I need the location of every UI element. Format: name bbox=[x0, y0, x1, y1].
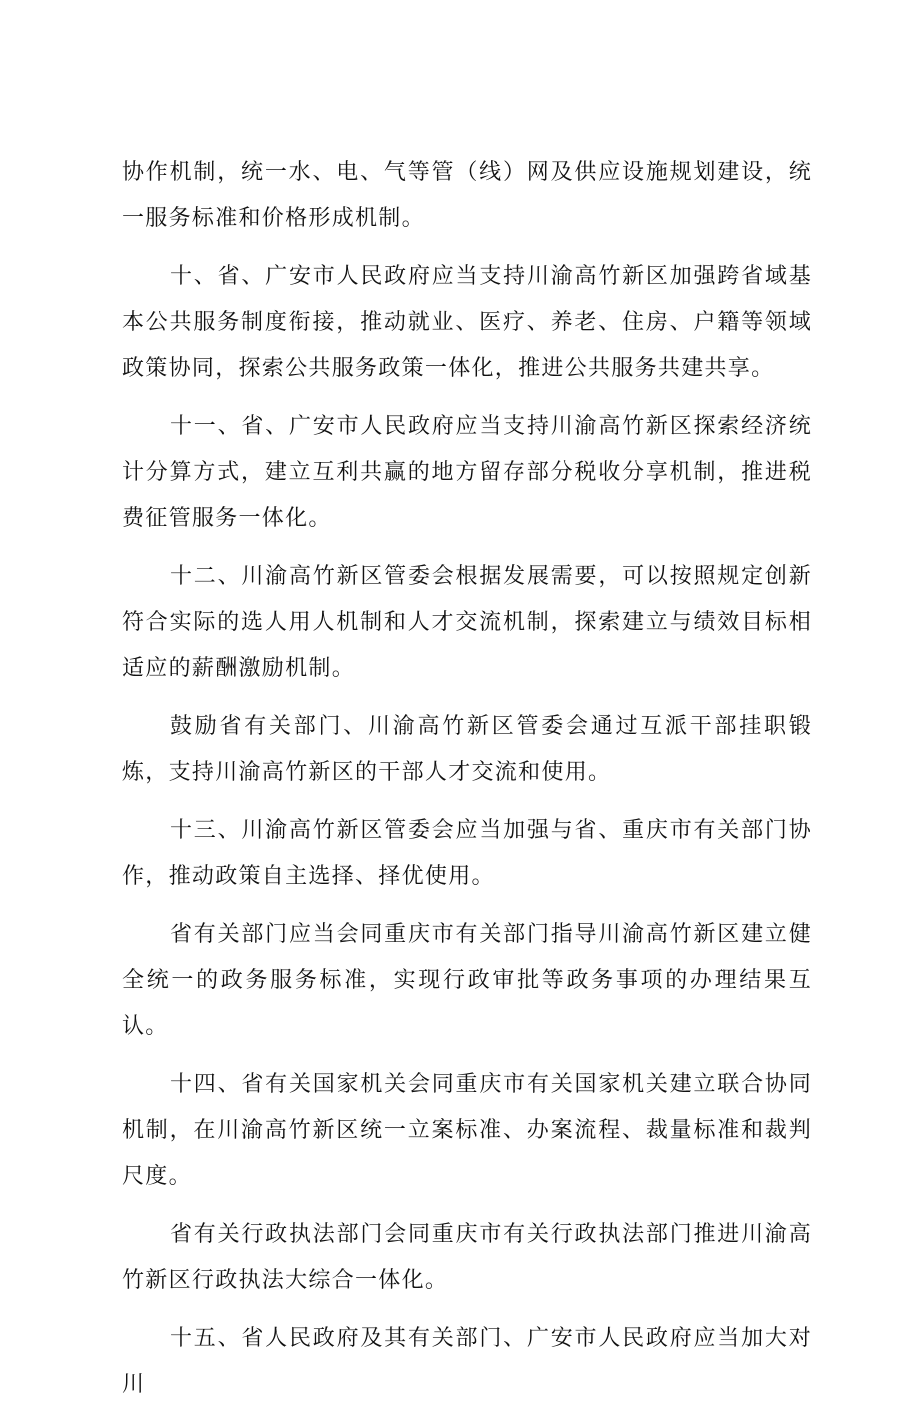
paragraph-article-14-part-2: 省有关行政执法部门会同重庆市有关行政执法部门推进川渝高竹新区行政执法大综合一体化。 bbox=[122, 1222, 812, 1293]
paragraph-article-12: 十二、川渝高竹新区管委会根据发展需要，可以按照规定创新符合实际的选人用人机制和人才交流机制，探索建立与绩效目标相适应的薪酬激励机制。 bbox=[122, 564, 812, 681]
paragraph-continuation: 协作机制，统一水、电、气等管（线）网及供应设施规划建设，统一服务标准和价格形成机制。 bbox=[122, 160, 812, 231]
paragraph-article-13-part-2: 省有关部门应当会同重庆市有关部门指导川渝高竹新区建立健全统一的政务服务标准，实现行政审批等政务事项的办理结果互认。 bbox=[122, 922, 812, 1039]
paragraph-article-13: 十三、川渝高竹新区管委会应当加强与省、重庆市有关部门协作，推动政策自主选择、择优使用。 bbox=[122, 818, 812, 889]
paragraph-article-11: 十一、省、广安市人民政府应当支持川渝高竹新区探索经济统计分算方式，建立互利共赢的地方留存部分税收分享机制，推进税费征管服务一体化。 bbox=[122, 414, 812, 531]
paragraph-article-10: 十、省、广安市人民政府应当支持川渝高竹新区加强跨省域基本公共服务制度衔接，推动就业、医疗、养老、住房、户籍等领域政策协同，探索公共服务政策一体化，推进公共服务共建共享。 bbox=[122, 264, 812, 381]
paragraph-article-15: 十五、省人民政府及其有关部门、广安市人民政府应当加大对川 bbox=[122, 1326, 812, 1397]
paragraph-article-14: 十四、省有关国家机关会同重庆市有关国家机关建立联合协同机制，在川渝高竹新区统一立案标准、办案流程、裁量标准和裁判尺度。 bbox=[122, 1072, 812, 1189]
document-body bbox=[122, 150, 812, 1408]
paragraph-article-12-part-2: 鼓励省有关部门、川渝高竹新区管委会通过互派干部挂职锻炼，支持川渝高竹新区的干部人才交流和使用。 bbox=[122, 714, 812, 785]
